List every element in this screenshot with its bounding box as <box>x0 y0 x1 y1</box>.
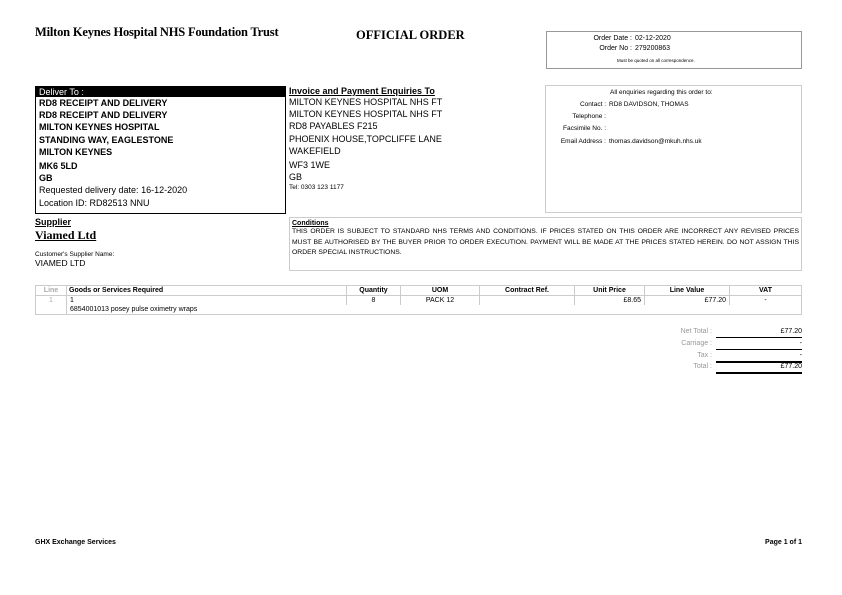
deliver-to-box <box>35 86 286 214</box>
tax-label: Tax : <box>697 352 712 359</box>
order-no-label: Order No : <box>599 45 632 52</box>
supplier-heading: Supplier <box>35 217 72 227</box>
deliver-line: MILTON KEYNES HOSPITAL <box>39 122 160 133</box>
facsimile-label: Facsimile No. : <box>563 125 606 132</box>
order-date-label: Order Date : <box>593 35 632 42</box>
deliver-line: RD8 RECEIPT AND DELIVERY <box>39 110 168 121</box>
requested-delivery-date: Requested delivery date: 16-12-2020 <box>39 185 188 196</box>
col-quantity: Quantity <box>347 286 401 296</box>
supplier-block <box>35 217 285 268</box>
carriage-value: - <box>716 340 802 350</box>
order-items-table <box>35 285 802 315</box>
deliver-postcode: MK6 5LD <box>39 161 78 172</box>
col-line-value: Line Value <box>645 286 730 296</box>
email-label: Email Address : <box>560 138 606 145</box>
row-quantity: 8 <box>347 296 401 306</box>
enquiries-box <box>545 85 802 213</box>
conditions-box <box>289 217 802 271</box>
conditions-heading: Conditions <box>292 220 329 227</box>
row-contract-ref <box>480 296 575 306</box>
contact-name: RD8 DAVIDSON, THOMAS <box>609 101 689 108</box>
customer-supplier-name: VIAMED LTD <box>35 258 86 268</box>
col-uom: UOM <box>401 286 480 296</box>
row-uom: PACK 12 <box>401 296 480 306</box>
conditions-text: THIS ORDER IS SUBJECT TO STANDARD NHS TERMS AND CONDITIONS. IF PRICES STATED ON THIS ORDER ARE INCORRECT ANY REVISED PRICES MUST BE AUTHORISED BY THE BUYER PRIOR TO ORDER EXECUTION. PAYMENT WILL BE MADE AT THE PRICES STATED HEREIN. DO NOT ASSIGN THIS ORDER SPECIAL INSTRUCTIONS. <box>292 228 799 256</box>
invoice-line: PHOENIX HOUSE,TOPCLIFFE LANE <box>289 133 442 144</box>
invoice-heading: Invoice and Payment Enquiries To <box>289 86 435 96</box>
telephone-label: Telephone : <box>572 113 606 120</box>
invoice-line: WAKEFIELD <box>289 145 341 156</box>
table-row <box>36 296 802 306</box>
customer-supplier-label: Customer's Supplier Name: <box>35 251 115 258</box>
email-address: thomas.davidson@mkuh.nhs.uk <box>609 138 702 145</box>
table-row-description <box>36 305 802 315</box>
invoice-country: GB <box>289 172 303 183</box>
order-no: 279200863 <box>635 45 671 52</box>
invoice-line: RD8 PAYABLES F215 <box>289 121 378 132</box>
document-title: OFFICIAL ORDER <box>356 28 465 42</box>
invoice-tel: Tel: 0303 123 1177 <box>289 184 344 192</box>
row-line: 1 <box>36 296 67 306</box>
page-number: Page 1 of 1 <box>765 539 802 546</box>
invoice-block <box>289 86 545 191</box>
net-total-label: Net Total : <box>680 328 712 335</box>
enquiries-note: All enquiries regarding this order to: <box>610 89 713 96</box>
deliver-line: MILTON KEYNES <box>39 146 113 157</box>
location-id: Location ID: RD82513 NNU <box>39 197 150 208</box>
col-vat: VAT <box>730 286 802 296</box>
col-goods: Goods or Services Required <box>67 286 347 296</box>
total-label: Total : <box>693 363 712 370</box>
table-header-row <box>36 286 802 296</box>
supplier-name: Viamed Ltd <box>35 228 97 242</box>
deliver-line: STANDING WAY, EAGLESTONE <box>39 134 174 145</box>
hospital-name: Milton Keynes Hospital NHS Foundation Trust <box>35 25 279 39</box>
deliver-to-heading: Deliver To : <box>36 87 285 97</box>
tax-value: - <box>716 352 802 362</box>
deliver-line: RD8 RECEIPT AND DELIVERY <box>39 98 168 108</box>
row-line-value: £77.20 <box>645 296 730 306</box>
row-vat: - <box>730 296 802 306</box>
row-description: 6854001013 posey pulse oximetry wraps <box>67 305 802 315</box>
col-contract-ref: Contract Ref. <box>480 286 575 296</box>
net-total-value: £77.20 <box>716 328 802 338</box>
total-value: £77.20 <box>716 362 802 374</box>
quote-note: Must be quoted on all correspondence. <box>617 58 695 63</box>
deliver-country: GB <box>39 173 53 184</box>
carriage-label: Carriage : <box>681 340 712 347</box>
col-unit-price: Unit Price <box>575 286 645 296</box>
order-date: 02-12-2020 <box>635 35 671 42</box>
col-line: Line <box>36 286 67 296</box>
footer-left: GHX Exchange Services <box>35 539 116 546</box>
row-unit-price: £8.65 <box>575 296 645 306</box>
contact-label: Contact : <box>579 101 606 108</box>
row-goods-no: 1 <box>67 296 347 306</box>
invoice-postcode: WF3 1WE <box>289 160 331 171</box>
order-info-box <box>546 31 802 69</box>
invoice-line: MILTON KEYNES HOSPITAL NHS FT <box>289 109 443 120</box>
invoice-line: MILTON KEYNES HOSPITAL NHS FT <box>289 97 443 107</box>
